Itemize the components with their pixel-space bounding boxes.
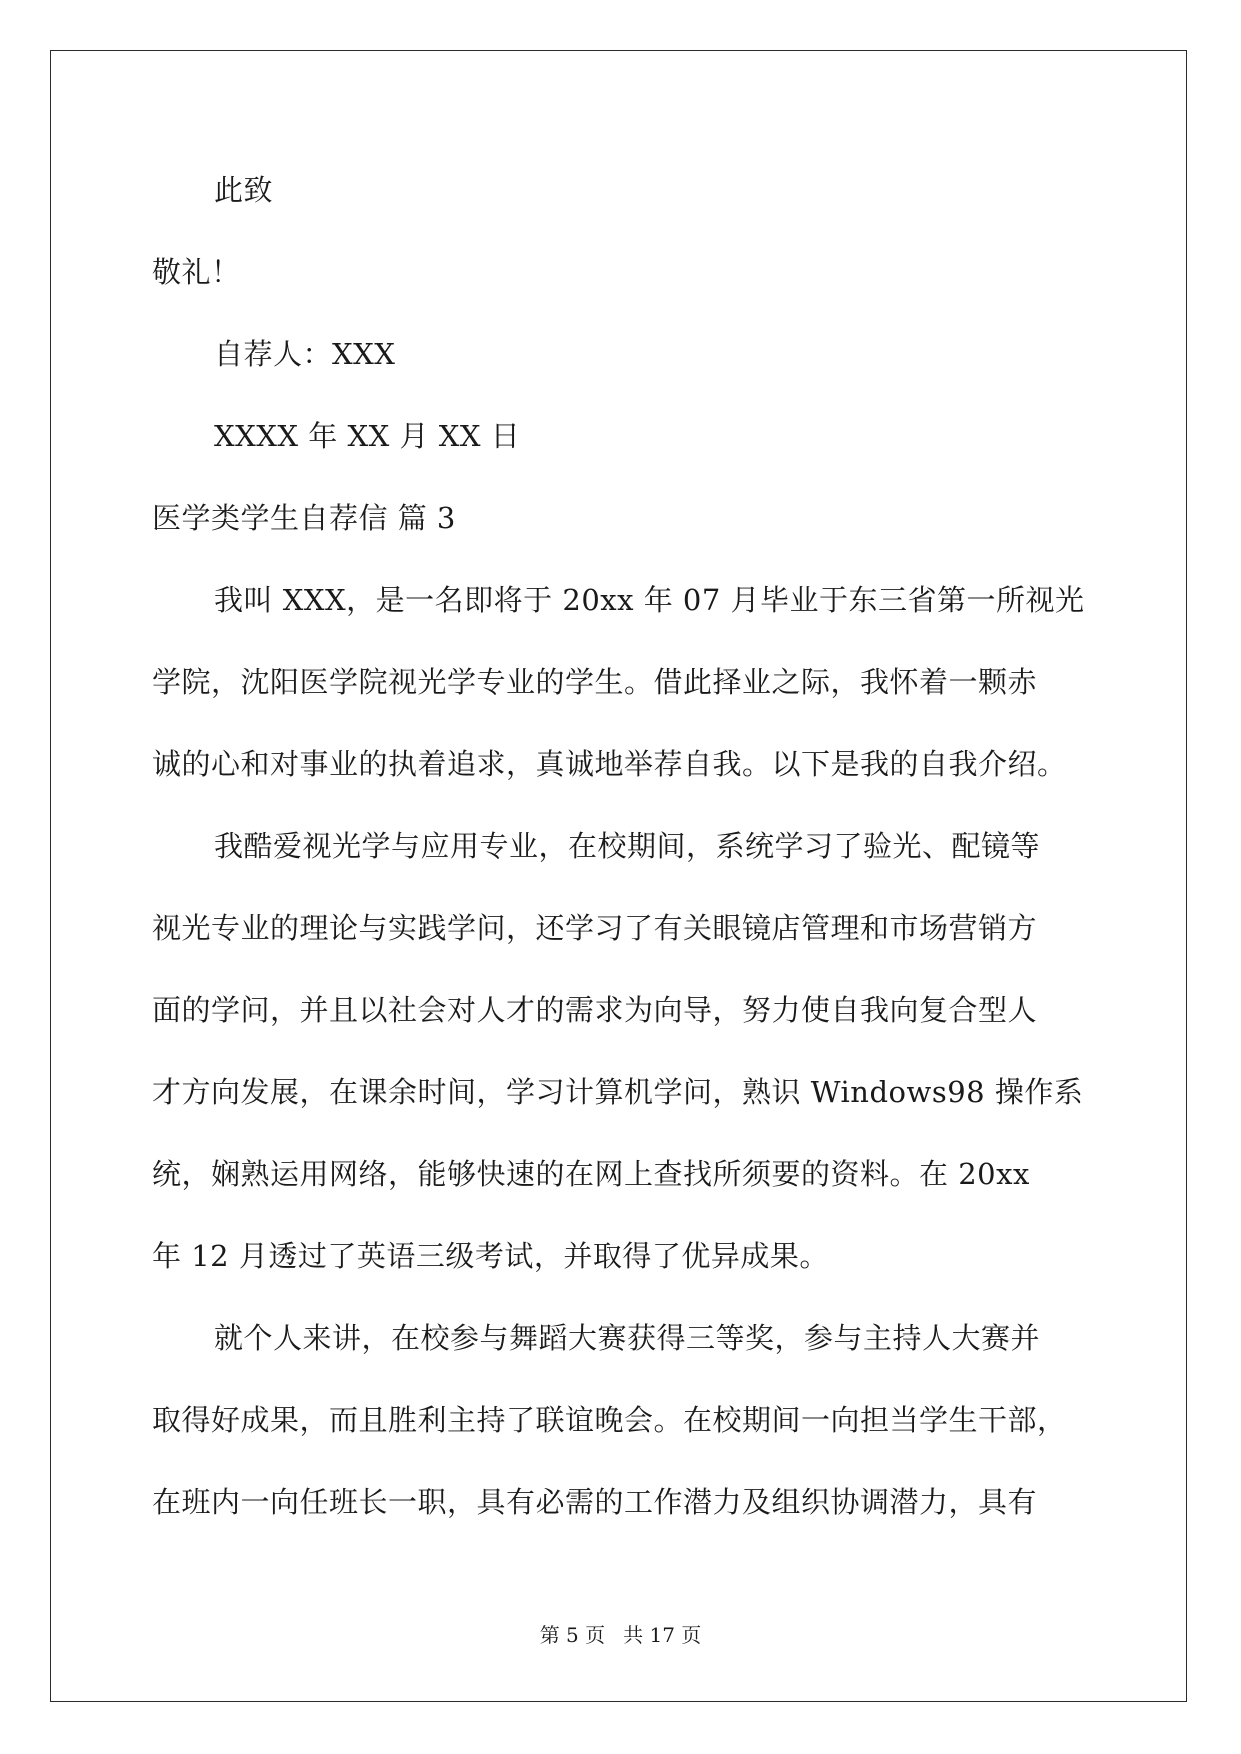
paragraph-3-line-3: 在班内一向任班长一职，具有必需的工作潜力及组织协调潜力，具有 [152,1485,1038,1519]
paragraph-2-line-1: 我酷爱视光学与应用专业，在校期间，系统学习了验光、配镜等 [214,829,1041,863]
paragraph-2-line-4: 才方向发展，在课余时间，学习计算机学问，熟识 Windows98 操作系 [152,1075,1084,1109]
date-line: XXXX 年 XX 月 XX 日 [214,419,521,453]
paragraph-2-line-2: 视光专业的理论与实践学问，还学习了有关眼镜店管理和市场营销方 [152,911,1038,945]
section-heading: 医学类学生自荐信 篇 3 [152,501,456,535]
page-number-current: 第 5 页 [539,1623,606,1647]
page-footer [0,1623,1241,1647]
signer-line: 自荐人：XXX [214,337,396,371]
paragraph-1-line-2: 学院，沈阳医学院视光学专业的学生。借此择业之际，我怀着一颗赤 [152,665,1038,699]
closing-salutation-2: 敬礼！ [152,255,241,289]
paragraph-2-line-3: 面的学问，并且以社会对人才的需求为向导，努力使自我向复合型人 [152,993,1038,1027]
paragraph-3-line-2: 取得好成果，而且胜利主持了联谊晚会。在校期间一向担当学生干部， [152,1403,1067,1437]
paragraph-2-line-6: 年 12 月透过了英语三级考试，并取得了优异成果。 [152,1239,829,1273]
paragraph-1-line-1: 我叫 XXX，是一名即将于 20xx 年 07 月毕业于东三省第一所视光 [214,583,1085,617]
page-border [50,50,1187,1702]
paragraph-3-line-1: 就个人来讲，在校参与舞蹈大赛获得三等奖，参与主持人大赛并 [214,1321,1041,1355]
closing-salutation-1: 此致 [214,173,274,207]
paragraph-1-line-3: 诚的心和对事业的执着追求，真诚地举荐自我。以下是我的自我介绍。 [152,747,1067,781]
page-number-total: 共 17 页 [623,1623,702,1647]
paragraph-2-line-5: 统，娴熟运用网络，能够快速的在网上查找所须要的资料。在 20xx [152,1157,1030,1191]
